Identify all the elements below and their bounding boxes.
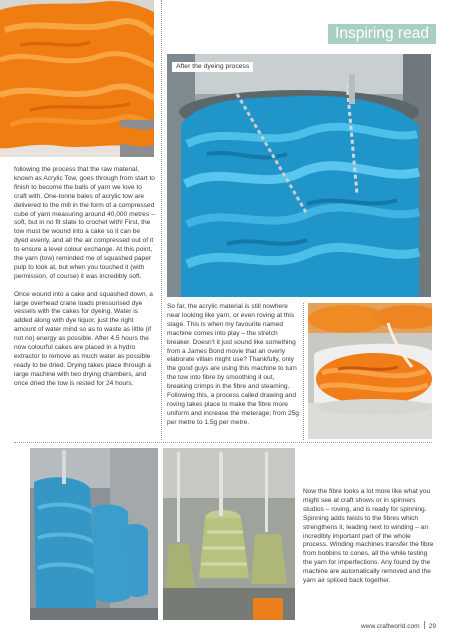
page-number: 29 — [428, 623, 436, 630]
paragraph: Once wound into a cake and squashed down, a large overhead crane loads pressurised dye vessels with the cakes for dyeing. Water is added along with dye liquor, just the right amount of water mind so as to waste as little (if not no) energy as possible. After 4.5 hours the now colourful cakes are placed in a hydro extractor to remove as much water as possible ready to be dried. Drying takes place through a large machine with two drying chambers, and once dried the tow is rested for 24 hours. — [14, 290, 153, 387]
green-yarn-cones-photo — [163, 448, 295, 620]
right-column-text — [303, 488, 435, 586]
blue-yarn-cones-photo — [30, 448, 158, 620]
page-footer — [361, 621, 436, 630]
column-divider — [303, 303, 304, 440]
paragraph: following the process that the raw material, known as Acrylic Tow, goes through from start to finish to become the balls of yarn we love to craft with. One-tonne bales of acrylic tow are delivered to the mill in the form of a compressed cube of yarn measuring around 40,000 metres – soft, but in no fit state to crochet with! First, the tow must be wound into a cake so it can be dyed evenly, and all the air compressed out of it to ensure a level colour exchange. At this point, the yarn (tow) reminded me of squashed paper pulp to look at, but when you touched it (with permission, of course) it was incredibly soft. — [14, 166, 155, 280]
orange-fibre-bin-photo — [308, 303, 432, 439]
blue-tow-dyeing-photo — [167, 54, 431, 297]
website-url[interactable]: www.craftworld.com — [361, 623, 420, 630]
middle-column-text — [167, 303, 301, 428]
photo-caption: After the dyeing process — [172, 62, 253, 72]
footer-separator — [424, 621, 425, 629]
orange-roving-photo — [0, 0, 154, 157]
section-title: Inspiring read — [328, 24, 436, 44]
paragraph: Now the fibre looks a lot more like what you might see at craft shows or in spinners studios – roving, and is ready for spinning. Spinning adds twists to the fibres which strengthens it, leading next to winding – an incredibly important part of the whole process. Winding machines transfer the fibre from bobbins to cones, all the while testing the yarn for imperfections. Any found by the machine are automatically removed and the yarn air spliced back together. — [303, 488, 434, 585]
left-column-text — [14, 166, 156, 389]
paragraph: So far, the acrylic material is still nowhere near looking like yarn, or even roving at this stage. This is when my favourite named machine comes into play – the stretch breaker. Doesn't it just sound like something from a James Bond movie that an overly elaborate villain might use? Thankfully, only the good guys are using this machine to turn the tow into fibre by smoothing it out, breaking crimps in the fibre and steaming. Following this, a process called drawing and roving takes place to make the fibre more uniform and increase the meterage; from 25g per metre to 1.5g per metre. — [167, 303, 299, 426]
column-divider — [161, 0, 162, 440]
section-divider — [14, 442, 432, 443]
